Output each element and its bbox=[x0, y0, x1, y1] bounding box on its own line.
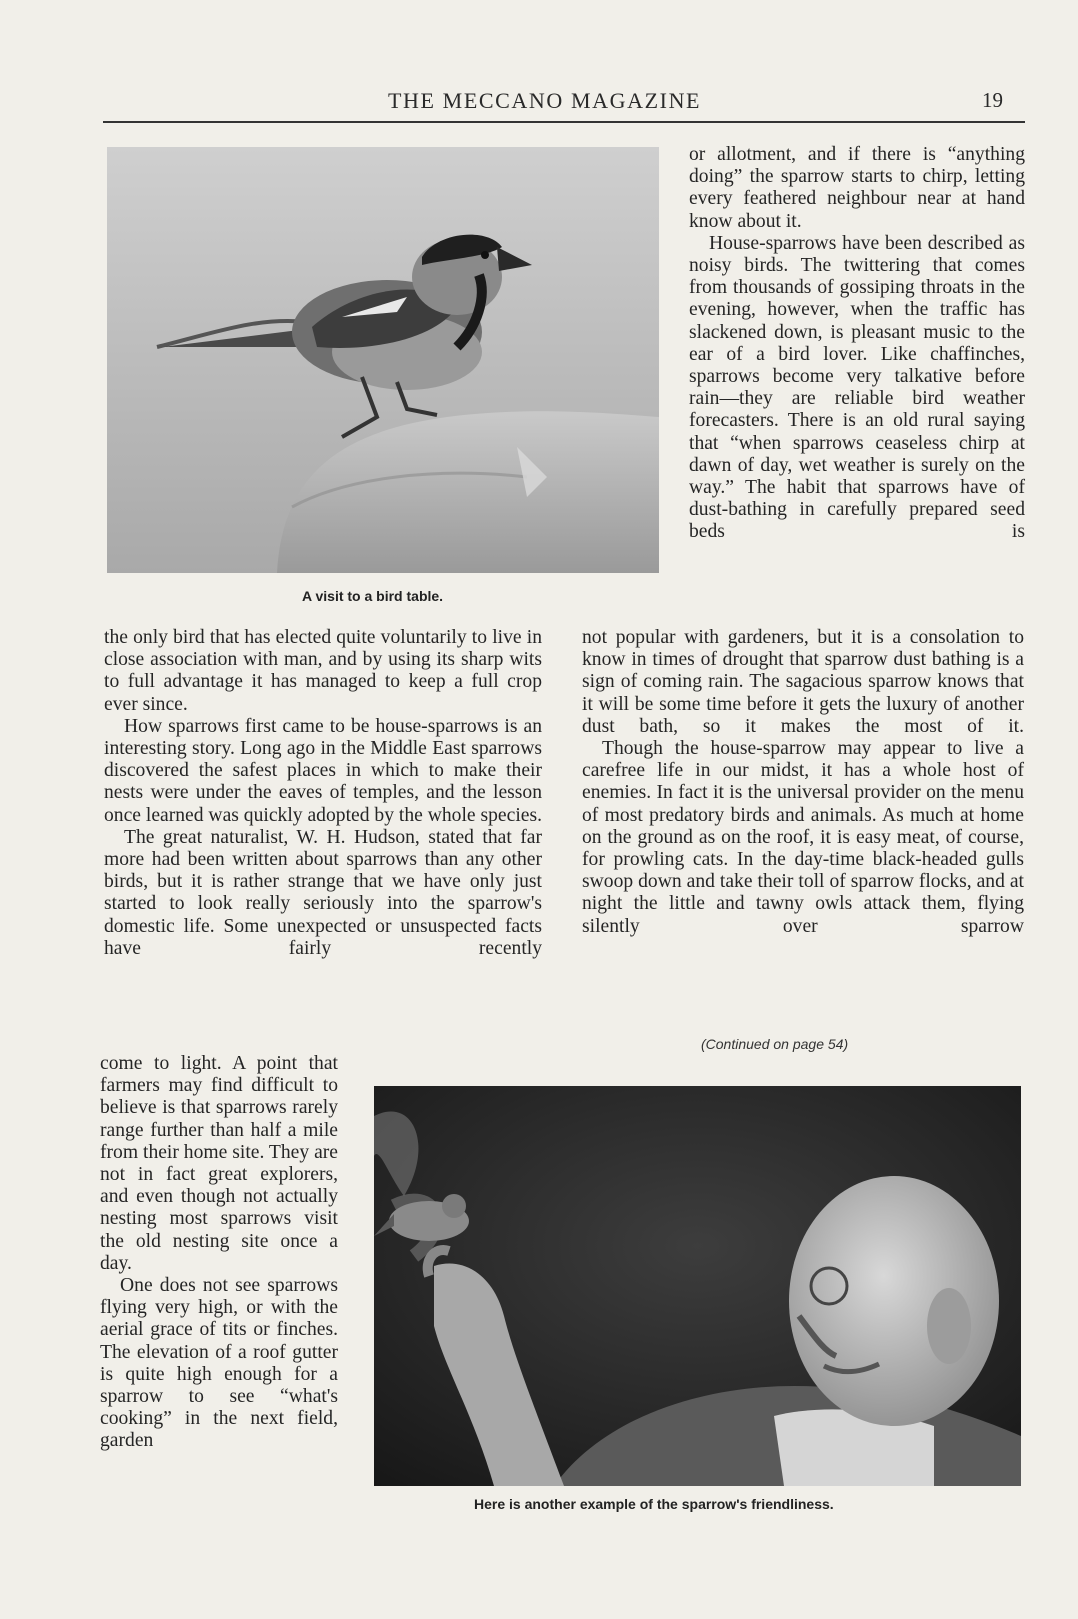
left-column bbox=[104, 627, 542, 960]
paragraph: Though the house-sparrow may appear to live a carefree life in our midst, it has a whole host of enemies. In fact it is the universal provider on the menu of most predatory birds and animals. As much at home on the ground as on the roof, it is easy meat, of course, for prowling cats. In the day-time black-headed gulls swoop down and take their toll of sparrow flocks, and at night the little and tawny owls attack them, flying silently over sparrow bbox=[582, 738, 1024, 937]
page-number: 19 bbox=[982, 88, 1003, 112]
paragraph: How sparrows first came to be house-sparrows is an interesting story. Long ago in the Middle East sparrows discovered the safest places in which to make their nests were under the eaves of temples, and the lesson once learned was quickly adopted by the whole species. bbox=[104, 715, 542, 826]
man-with-sparrow-photo bbox=[374, 1086, 1021, 1486]
header-divider bbox=[103, 121, 1025, 123]
paragraph: not popular with gardeners, but it is a consolation to know in times of drought that sparrow dust bathing is a sign of coming rain. The sagacious sparrow knows that it will be some time before it gets the luxury of another dust bath, so it makes the most of it. bbox=[582, 627, 1024, 737]
sparrow-photo bbox=[107, 147, 659, 573]
paragraph: The great naturalist, W. H. Hudson, stated that far more had been written about sparrows than any other birds, but it is rather strange that we have only just started to look really seriously into the sparrow's domestic life. Some unexpected or unsuspected facts have fairly recently bbox=[104, 826, 542, 959]
man-photo-caption: Here is another example of the sparrow's friendliness. bbox=[474, 1496, 834, 1512]
paragraph: House-sparrows have been described as noisy birds. The twittering that comes from thousands of gossiping throats in the evening, however, when the traffic has slackened down, is pleasant music to the ear of a bird lover. Like chaffinches, sparrows become very talkative before rain—they are reliable bird weather forecasters. There is an old rural saying that “when sparrows ceaseless chirp at dawn of day, wet weather is surely on the way.” The habit that sparrows have of dust-bathing in carefully prepared seed beds is bbox=[689, 232, 1025, 543]
magazine-title: THE MECCANO MAGAZINE bbox=[388, 88, 702, 113]
paragraph: One does not see sparrows flying very high, or with the aerial grace of tits or finches. The elevation of a roof gutter is quite high enough for a sparrow to see “what's cooking” in the next field, garden bbox=[100, 1275, 338, 1452]
continued-note: (Continued on page 54) bbox=[701, 1036, 849, 1052]
paragraph: come to light. A point that farmers may find difficult to believe is that sparrows rarely range further than half a mile from their home site. They are not in fact great explorers, and even though not actually nesting most sparrows visit the old nesting site once a day. bbox=[100, 1053, 338, 1274]
right-column-upper bbox=[689, 144, 1025, 544]
right-column-lower bbox=[582, 627, 1024, 938]
paragraph: or allotment, and if there is “anything doing” the sparrow starts to chirp, letting every feathered neighbour near at hand know about it. bbox=[689, 144, 1025, 232]
paragraph: the only bird that has elected quite voluntarily to live in close association with man, and by using its sharp wits to full advantage it has managed to keep a full crop ever since. bbox=[104, 627, 542, 715]
sparrow-photo-caption: A visit to a bird table. bbox=[302, 588, 444, 604]
bottom-left-column bbox=[100, 1053, 338, 1453]
